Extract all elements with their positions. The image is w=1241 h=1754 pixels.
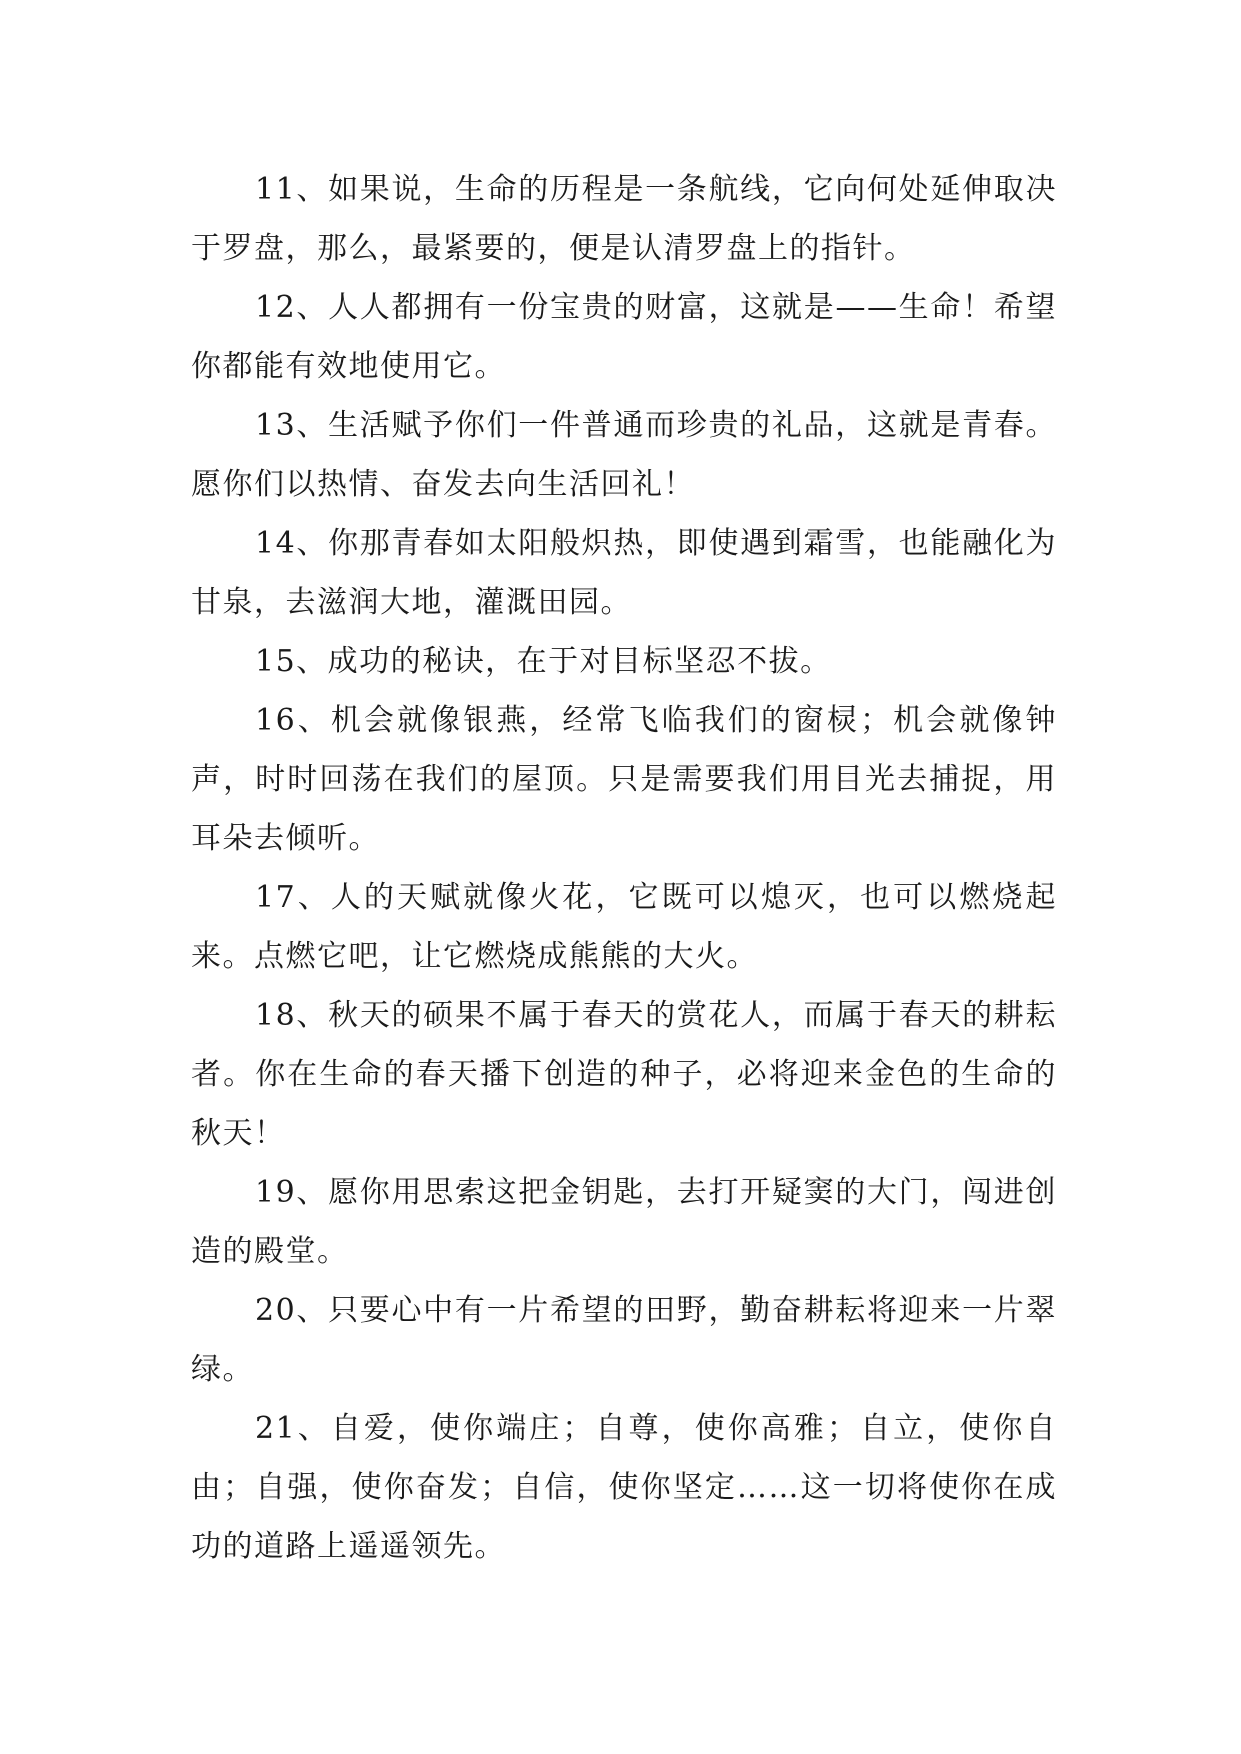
paragraph-11: 11、如果说，生命的历程是一条航线，它向何处延伸取决于罗盘，那么，最紧要的，便是认清罗盘上的指针。 xyxy=(191,172,1057,266)
paragraph-21: 21、自爱，使你端庄；自尊，使你高雅；自立，使你自由；自强，使你奋发；自信，使你坚定……这一切将使你在成功的道路上遥遥领先。 xyxy=(191,1411,1057,1564)
paragraph-16: 16、机会就像银燕，经常飞临我们的窗棂；机会就像钟声，时时回荡在我们的屋顶。只是需要我们用目光去捕捉，用耳朵去倾听。 xyxy=(191,703,1057,856)
paragraph-18: 18、秋天的硕果不属于春天的赏花人，而属于春天的耕耘者。你在生命的春天播下创造的种子，必将迎来金色的生命的秋天！ xyxy=(191,998,1057,1151)
paragraph-19: 19、愿你用思索这把金钥匙，去打开疑窦的大门，闯进创造的殿堂。 xyxy=(191,1175,1057,1269)
paragraph-17: 17、人的天赋就像火花，它既可以熄灭，也可以燃烧起来。点燃它吧，让它燃烧成熊熊的大火。 xyxy=(191,880,1057,974)
paragraph-12: 12、人人都拥有一份宝贵的财富，这就是——生命！希望你都能有效地使用它。 xyxy=(191,290,1057,384)
document-body xyxy=(191,160,1057,1576)
paragraph-15: 15、成功的秘诀，在于对目标坚忍不拔。 xyxy=(255,644,832,679)
paragraph-20: 20、只要心中有一片希望的田野，勤奋耕耘将迎来一片翠绿。 xyxy=(191,1293,1057,1387)
paragraph-14: 14、你那青春如太阳般炽热，即使遇到霜雪，也能融化为甘泉，去滋润大地，灌溉田园。 xyxy=(191,526,1057,620)
paragraph-13: 13、生活赋予你们一件普通而珍贵的礼品，这就是青春。愿你们以热情、奋发去向生活回礼！ xyxy=(191,408,1057,502)
